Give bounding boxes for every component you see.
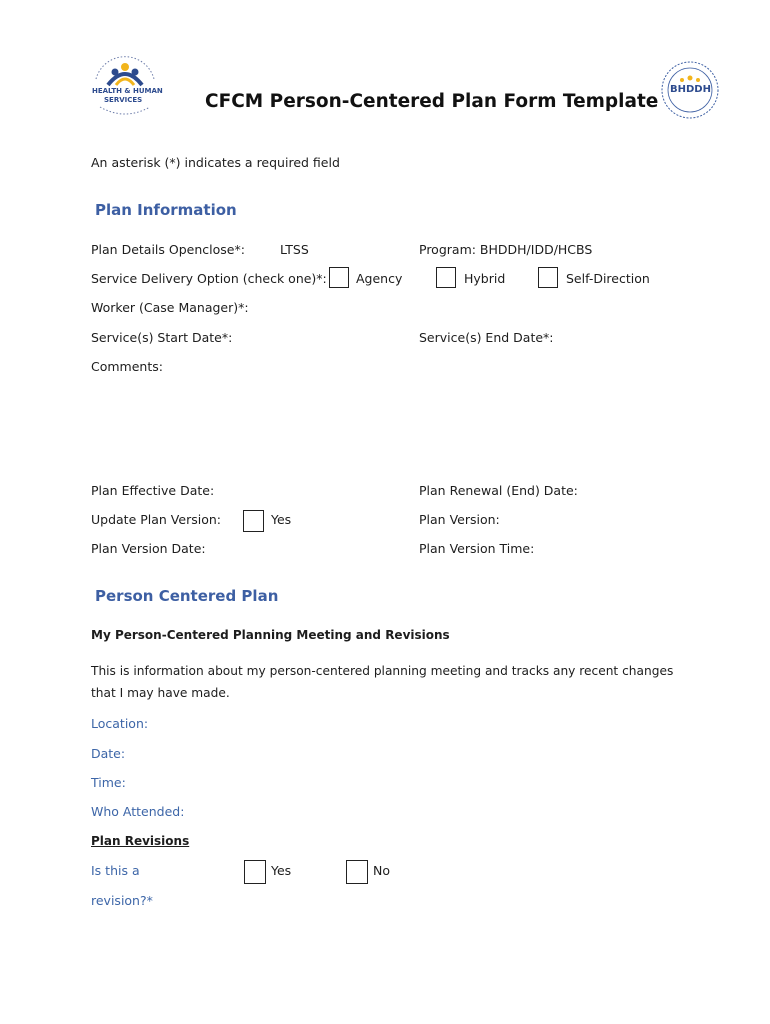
end-date-label: Service(s) End Date*: — [419, 330, 554, 345]
program-label: Program: BHDDH/IDD/HCBS — [419, 242, 593, 257]
worker-label: Worker (Case Manager)*: — [91, 300, 249, 315]
revision-no-label: No — [373, 863, 390, 878]
logo-left-line1: HEALTH & HUMAN — [92, 87, 163, 95]
plan-revisions-heading: Plan Revisions — [91, 834, 190, 848]
self-direction-label: Self-Direction — [566, 271, 650, 286]
meeting-subheading: My Person-Centered Planning Meeting and Revisions — [91, 628, 450, 642]
plan-details-label: Plan Details Openclose*: — [91, 242, 245, 257]
required-field-note: An asterisk (*) indicates a required field — [91, 155, 340, 170]
revision-question-line-1: Is this a — [91, 863, 140, 878]
location-label: Location: — [91, 716, 149, 731]
update-version-label: Update Plan Version: — [91, 512, 221, 527]
date-label: Date: — [91, 746, 126, 761]
time-label: Time: — [91, 775, 126, 790]
page-title: CFCM Person-Centered Plan Form Template — [205, 91, 659, 112]
hybrid-checkbox[interactable] — [436, 267, 456, 288]
hybrid-label: Hybrid — [464, 271, 506, 286]
revision-yes-checkbox[interactable] — [244, 860, 266, 884]
person-centered-heading: Person Centered Plan — [95, 587, 279, 605]
service-delivery-label: Service Delivery Option (check one)*: — [91, 271, 327, 286]
revision-question-line-2: revision?* — [91, 893, 153, 908]
description-line-2: that I may have made. — [91, 686, 230, 700]
version-date-label: Plan Version Date: — [91, 541, 206, 556]
start-date-label: Service(s) Start Date*: — [91, 330, 233, 345]
description-line-1: This is information about my person-centered planning meeting and tracks any recent changes — [91, 664, 674, 678]
bhddh-seal-logo — [658, 58, 722, 122]
plan-version-label: Plan Version: — [419, 512, 500, 527]
plan-details-value: LTSS — [280, 242, 309, 257]
agency-checkbox[interactable] — [329, 267, 349, 288]
update-version-checkbox[interactable] — [243, 510, 264, 532]
who-attended-label: Who Attended: — [91, 804, 185, 819]
renewal-date-label: Plan Renewal (End) Date: — [419, 483, 578, 498]
logo-right-text: BHDDH — [670, 84, 711, 95]
effective-date-label: Plan Effective Date: — [91, 483, 215, 498]
plan-information-heading: Plan Information — [95, 201, 237, 219]
self-direction-checkbox[interactable] — [538, 267, 558, 288]
eohhs-logo — [86, 45, 164, 123]
version-time-label: Plan Version Time: — [419, 541, 535, 556]
agency-label: Agency — [356, 271, 403, 286]
revision-yes-label: Yes — [271, 863, 292, 878]
revision-no-checkbox[interactable] — [346, 860, 368, 884]
comments-label: Comments: — [91, 359, 163, 374]
update-version-yes-label: Yes — [271, 512, 292, 527]
logo-left-line2: SERVICES — [104, 96, 143, 104]
